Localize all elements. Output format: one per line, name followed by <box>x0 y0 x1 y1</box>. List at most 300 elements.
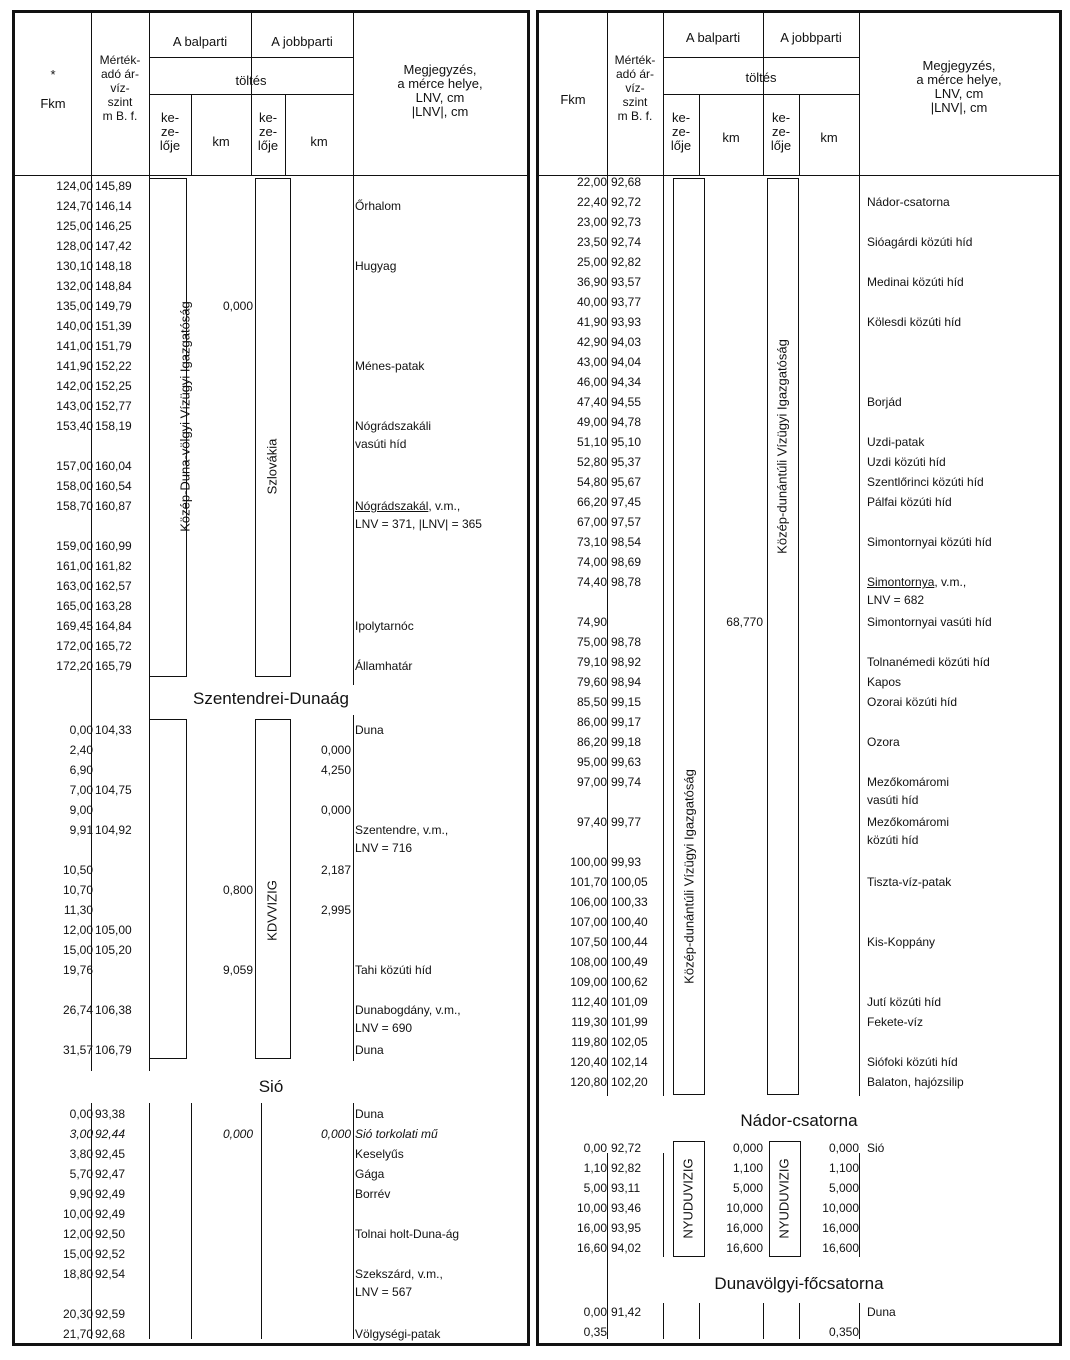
water-level-cell: 92,68 <box>611 175 642 189</box>
note-cell: Gága <box>355 1167 385 1181</box>
water-level-cell: 94,34 <box>611 375 642 389</box>
fkm-cell: 18,80 <box>62 1267 93 1281</box>
header-line: adó ár- <box>100 67 140 81</box>
note-cell: Nógrádszakáli <box>355 419 432 433</box>
fkm-cell: 140,00 <box>56 319 93 333</box>
water-level-cell: 99,15 <box>611 695 642 709</box>
fkm-cell: 20,30 <box>62 1307 93 1321</box>
fkm-cell: 107,50 <box>570 935 607 949</box>
note-cell: Keselyűs <box>355 1147 404 1161</box>
water-level-cell: 106,38 <box>95 1003 132 1017</box>
note-cell: Sió <box>867 1141 885 1155</box>
header-line: víz- <box>110 81 130 95</box>
note-cell: LNV = 690 <box>355 1021 413 1035</box>
header-line: m B. f. <box>102 109 138 123</box>
column-divider <box>859 13 860 1096</box>
fkm-cell: 142,00 <box>56 379 93 393</box>
water-level-cell: 100,44 <box>611 935 648 949</box>
fkm-cell: 97,00 <box>576 775 607 789</box>
header-line: víz- <box>625 81 645 95</box>
note-cell: Uzdi-patak <box>867 435 925 449</box>
header-line: ke- <box>671 110 691 125</box>
water-level-cell: 145,89 <box>95 179 132 193</box>
left-km-cell: 0,800 <box>222 883 253 897</box>
water-level-cell: 158,19 <box>95 419 132 433</box>
fkm-cell: 66,20 <box>576 495 607 509</box>
water-level-cell: 101,99 <box>611 1015 648 1029</box>
water-level-header <box>91 53 149 123</box>
note-cell: Tiszta-víz-patak <box>867 875 952 889</box>
fkm-cell: 119,80 <box>571 1035 607 1049</box>
water-level-cell: 101,09 <box>611 995 648 1009</box>
fkm-cell: 172,20 <box>56 659 93 673</box>
header-line: |LNV|, cm <box>930 100 988 115</box>
water-level-cell: 92,59 <box>95 1307 126 1321</box>
fkm-cell: 52,80 <box>576 455 607 469</box>
left-km-cell: 16,000 <box>726 1221 763 1235</box>
fkm-cell: 74,90 <box>576 615 607 629</box>
water-level-cell: 98,54 <box>611 535 642 549</box>
header-line: ke- <box>160 110 180 125</box>
right-table-panel <box>536 10 1062 1346</box>
water-level-cell: 92,49 <box>95 1187 126 1201</box>
column-divider <box>353 715 354 1061</box>
water-level-cell: 92,72 <box>611 195 642 209</box>
fkm-cell: 107,00 <box>570 915 607 929</box>
note-cell: vasúti híd <box>355 437 407 451</box>
note-cell: Pálfai közúti híd <box>867 495 952 509</box>
column-divider <box>353 1103 354 1339</box>
water-level-cell: 99,17 <box>611 715 642 729</box>
water-level-cell: 160,99 <box>95 539 132 553</box>
note-cell: közúti híd <box>867 833 919 847</box>
water-level-cell: 92,44 <box>95 1127 126 1141</box>
water-level-cell: 100,33 <box>611 895 648 909</box>
fkm-cell: 159,00 <box>56 539 93 553</box>
water-level-cell: 104,33 <box>95 723 132 737</box>
fkm-cell: 106,00 <box>570 895 607 909</box>
fkm-cell: 5,00 <box>583 1181 607 1195</box>
fkm-cell: 36,90 <box>576 275 607 289</box>
fkm-cell: 51,10 <box>576 435 607 449</box>
fkm-cell: 0,00 <box>69 723 93 737</box>
water-level-cell: 93,93 <box>611 315 642 329</box>
left-km-cell: 68,770 <box>726 615 763 629</box>
water-level-cell: 162,57 <box>95 579 132 593</box>
header-line: lője <box>770 138 792 153</box>
note-cell: LNV = 682 <box>867 593 925 607</box>
header-line: adó ár- <box>615 67 655 81</box>
manager-label: NYUDUVIZIG <box>680 1158 696 1239</box>
note-cell: Államhatár <box>355 659 413 673</box>
header-line: ze- <box>258 124 278 139</box>
fkm-cell: 46,00 <box>576 375 607 389</box>
left-km-cell: 0,000 <box>222 1127 253 1141</box>
water-level-cell: 102,20 <box>611 1075 648 1089</box>
fkm-cell: 3,00 <box>69 1127 93 1141</box>
fkm-cell: 12,00 <box>62 923 93 937</box>
water-level-cell: 95,67 <box>611 475 642 489</box>
column-divider <box>149 1103 150 1339</box>
manager-header <box>251 111 285 153</box>
note-cell: Szentlőrinci közúti híd <box>867 475 984 489</box>
header-line: szint <box>107 95 133 109</box>
water-level-cell: 160,04 <box>95 459 132 473</box>
water-level-cell: 100,49 <box>611 955 648 969</box>
fkm-cell: 10,00 <box>576 1201 607 1215</box>
fkm-cell: 2,40 <box>69 743 93 757</box>
water-level-cell: 92,74 <box>611 235 642 249</box>
fkm-cell: 73,10 <box>576 535 607 549</box>
column-divider <box>261 1103 262 1339</box>
gauge-station-name: Nógrádszakál <box>355 499 429 513</box>
fkm-header: Fkm <box>560 92 586 107</box>
right-km-cell: 2,187 <box>320 863 351 877</box>
fkm-cell: 95,00 <box>576 755 607 769</box>
water-level-cell: 99,18 <box>611 735 642 749</box>
water-level-cell: 104,75 <box>95 783 132 797</box>
fkm-cell: 85,50 <box>576 695 607 709</box>
fkm-cell: 100,00 <box>570 855 607 869</box>
section-title: Nádor-csatorna <box>740 1111 858 1130</box>
note-cell: Ozora <box>867 735 900 749</box>
note-cell: Duna <box>355 1107 384 1121</box>
note-cell: Duna <box>355 1043 384 1057</box>
fkm-cell: 3,80 <box>69 1147 93 1161</box>
fkm-cell: 141,00 <box>56 339 93 353</box>
water-level-cell: 95,37 <box>611 455 642 469</box>
note-cell: Mezőkomáromi <box>867 775 950 789</box>
fkm-cell: 49,00 <box>576 415 607 429</box>
water-level-cell: 160,87 <box>95 499 132 513</box>
fkm-cell: 10,00 <box>62 1207 93 1221</box>
water-level-cell: 161,82 <box>95 559 132 573</box>
water-level-cell: 95,10 <box>611 435 642 449</box>
km-header: km <box>310 134 328 149</box>
fkm-cell: 22,40 <box>576 195 607 209</box>
fkm-cell: 141,90 <box>56 359 93 373</box>
fkm-cell: 74,40 <box>576 575 607 589</box>
note-header <box>353 63 527 119</box>
left-km-cell: 16,600 <box>726 1241 763 1255</box>
fkm-cell: 124,70 <box>56 199 93 213</box>
fkm-cell: 75,00 <box>576 635 607 649</box>
note-cell: Tolnai holt-Duna-ág <box>355 1227 460 1241</box>
water-level-cell: 146,25 <box>95 219 132 233</box>
fkm-cell: 12,00 <box>62 1227 93 1241</box>
water-level-cell: 160,54 <box>95 479 132 493</box>
fkm-cell: 128,00 <box>56 239 93 253</box>
water-level-cell: 98,69 <box>611 555 642 569</box>
note-cell: Dunabogdány, v.m., <box>355 1003 461 1017</box>
fkm-header: Fkm <box>40 96 66 111</box>
note-cell: Simontornya, v.m., <box>867 575 967 589</box>
water-level-cell: 94,55 <box>611 395 642 409</box>
fkm-cell: 23,50 <box>576 235 607 249</box>
water-level-cell: 92,50 <box>95 1227 126 1241</box>
header-line: ke- <box>258 110 278 125</box>
water-level-cell: 98,92 <box>611 655 642 669</box>
water-level-cell: 94,03 <box>611 335 642 349</box>
fkm-cell: 97,40 <box>576 815 607 829</box>
header-line: |LNV|, cm <box>411 104 469 119</box>
water-level-cell: 92,68 <box>95 1327 126 1341</box>
note-cell: Kapos <box>867 675 902 689</box>
water-level-cell: 93,11 <box>611 1181 641 1195</box>
fkm-cell: 15,00 <box>62 1247 93 1261</box>
note-cell: Fekete-víz <box>867 1015 924 1029</box>
fkm-cell: 157,00 <box>56 459 93 473</box>
left-km-cell: 9,059 <box>222 963 253 977</box>
right-km-cell: 0,000 <box>320 743 351 757</box>
fkm-cell: 79,10 <box>576 655 607 669</box>
water-level-cell: 92,82 <box>611 255 642 269</box>
water-level-cell: 93,57 <box>611 275 642 289</box>
manager-label: KDVVIZIG <box>264 880 280 941</box>
water-level-cell: 165,79 <box>95 659 132 673</box>
fkm-cell: 7,00 <box>69 783 93 797</box>
fkm-cell: 9,90 <box>69 1187 93 1201</box>
fkm-cell: 1,10 <box>583 1161 607 1175</box>
fkm-cell: 132,00 <box>56 279 93 293</box>
section-title: Szentendrei-Dunaág <box>193 689 349 708</box>
water-level-cell: 99,77 <box>611 815 642 829</box>
water-level-cell: 93,38 <box>95 1107 126 1121</box>
fkm-cell: 86,20 <box>576 735 607 749</box>
left-bank-header: A balparti <box>685 30 741 45</box>
note-cell: Ipolytarnóc <box>355 619 414 633</box>
right-km-cell: 0,350 <box>828 1325 859 1339</box>
note-cell: Mezőkomáromi <box>867 815 950 829</box>
fkm-cell: 158,70 <box>56 499 93 513</box>
header-line: lője <box>257 138 279 153</box>
fkm-cell: 10,50 <box>62 863 93 877</box>
note-cell: Jutí közúti híd <box>867 995 942 1009</box>
manager-label: Közép-dunántúli Vízügyi Igazgatóság <box>774 339 790 554</box>
left-km-cell: 5,000 <box>732 1181 763 1195</box>
right-km-cell: 16,000 <box>822 1221 859 1235</box>
note-cell: Balaton, hajózsilip <box>867 1075 964 1089</box>
fkm-cell: 135,00 <box>56 299 93 313</box>
right-km-cell: 4,250 <box>320 763 351 777</box>
fkm-cell: 120,80 <box>570 1075 607 1089</box>
fkm-cell: 169,45 <box>56 619 93 633</box>
km-header: km <box>820 130 838 145</box>
fkm-cell: 124,00 <box>56 179 93 193</box>
left-km-cell: 10,000 <box>726 1201 763 1215</box>
fkm-cell: 86,00 <box>576 715 607 729</box>
water-level-cell: 94,02 <box>611 1241 642 1255</box>
right-km-cell: 0,000 <box>828 1141 859 1155</box>
left-table-panel <box>12 10 530 1346</box>
column-divider <box>607 1153 608 1339</box>
fkm-cell: 6,90 <box>69 763 93 777</box>
fkm-cell: 120,40 <box>570 1055 607 1069</box>
header-divider <box>663 94 859 95</box>
manager-bar <box>149 719 187 1059</box>
water-level-cell: 151,79 <box>95 339 132 353</box>
water-level-cell: 99,93 <box>611 855 642 869</box>
water-level-cell: 152,22 <box>95 359 132 373</box>
fkm-cell: 108,00 <box>570 955 607 969</box>
note-header <box>859 59 1059 115</box>
water-level-cell: 105,20 <box>95 943 132 957</box>
note-cell: Tolnanémedi közúti híd <box>867 655 990 669</box>
fkm-cell: 101,70 <box>570 875 607 889</box>
fkm-cell: 42,90 <box>576 335 607 349</box>
water-level-cell: 104,92 <box>95 823 132 837</box>
fkm-cell: 40,00 <box>576 295 607 309</box>
fkm-cell: 31,57 <box>62 1043 93 1057</box>
water-level-cell: 93,77 <box>611 295 642 309</box>
water-level-cell: 100,40 <box>611 915 648 929</box>
water-level-cell: 102,14 <box>611 1055 648 1069</box>
water-level-cell: 102,05 <box>611 1035 648 1049</box>
fkm-cell: 143,00 <box>56 399 93 413</box>
water-level-cell: 98,94 <box>611 675 642 689</box>
water-level-cell: 92,52 <box>95 1247 126 1261</box>
water-level-cell: 147,42 <box>95 239 132 253</box>
fkm-cell: 119,30 <box>571 1015 607 1029</box>
note-cell: Nádor-csatorna <box>867 195 950 209</box>
note-cell: vasúti híd <box>867 793 919 807</box>
note-cell: LNV = 567 <box>355 1285 413 1299</box>
right-bank-header: A jobbparti <box>271 34 333 49</box>
left-km-cell: 0,000 <box>222 299 253 313</box>
km-header: km <box>722 130 740 145</box>
note-cell: Hugyag <box>355 259 397 273</box>
note-cell: Szekszárd, v.m., <box>355 1267 443 1281</box>
column-divider <box>607 13 608 1096</box>
manager-label: Közép-Duna-völgyi Vízügyi Igazgatóság <box>177 301 193 532</box>
water-level-cell: 97,45 <box>611 495 642 509</box>
water-level-cell: 105,00 <box>95 923 132 937</box>
water-level-cell: 92,49 <box>95 1207 126 1221</box>
right-km-cell: 10,000 <box>822 1201 859 1215</box>
water-level-cell: 92,54 <box>95 1267 126 1281</box>
manager-label: NYUDUVIZIG <box>776 1158 792 1239</box>
water-level-cell: 99,74 <box>611 775 642 789</box>
column-divider <box>859 1153 860 1257</box>
note-cell: Kis-Koppány <box>867 935 936 949</box>
fkm-cell: 0,00 <box>69 1107 93 1121</box>
header-line: ke- <box>771 110 791 125</box>
fkm-cell: 26,74 <box>62 1003 93 1017</box>
left-km-cell: 1,100 <box>732 1161 763 1175</box>
note-cell: Simontornyai vasúti híd <box>867 615 992 629</box>
header-line: Megjegyzés, <box>922 58 996 73</box>
fkm-cell: 43,00 <box>576 355 607 369</box>
manager-header <box>149 111 191 153</box>
fkm-cell: 153,40 <box>56 419 93 433</box>
water-level-cell: 152,25 <box>95 379 132 393</box>
water-level-cell: 92,82 <box>611 1161 642 1175</box>
column-divider <box>859 1303 860 1339</box>
header-divider <box>663 57 859 58</box>
fkm-cell: 79,60 <box>576 675 607 689</box>
fkm-cell: 165,00 <box>56 599 93 613</box>
note-cell: Őrhalom <box>355 199 402 213</box>
water-level-cell: 92,45 <box>95 1147 126 1161</box>
water-level-cell: 99,63 <box>611 755 642 769</box>
note-cell: Borjád <box>867 395 902 409</box>
water-level-cell: 164,84 <box>95 619 132 633</box>
fkm-cell: 125,00 <box>56 219 93 233</box>
header-line: LNV, cm <box>415 90 465 105</box>
water-level-cell: 146,14 <box>95 199 132 213</box>
fkm-cell: 163,00 <box>56 579 93 593</box>
note-cell: Duna <box>355 723 384 737</box>
header-line: lője <box>670 138 692 153</box>
note-cell: Völgységi-patak <box>355 1327 441 1341</box>
water-level-cell: 94,78 <box>611 415 642 429</box>
fkm-cell: 16,00 <box>576 1221 607 1235</box>
fkm-cell: 15,00 <box>62 943 93 957</box>
fkm-cell: 109,00 <box>570 975 607 989</box>
fkm-cell: 47,40 <box>576 395 607 409</box>
right-bank-header: A jobbparti <box>780 30 842 45</box>
fkm-cell: 74,00 <box>576 555 607 569</box>
header-line: LNV, cm <box>934 86 984 101</box>
water-level-cell: 92,47 <box>95 1167 126 1181</box>
water-level-cell: 92,73 <box>611 215 642 229</box>
left-km-cell: 0,000 <box>732 1141 763 1155</box>
note-cell: LNV = 371, |LNV| = 365 <box>355 517 482 531</box>
note-cell: Medinai közúti híd <box>867 275 964 289</box>
fkm-cell: 161,00 <box>56 559 93 573</box>
right-km-cell: 2,995 <box>320 903 351 917</box>
header-line: m B. f. <box>617 109 653 123</box>
water-level-cell: 148,18 <box>95 259 132 273</box>
water-level-cell: 98,78 <box>611 635 642 649</box>
water-level-cell: 149,79 <box>95 299 132 313</box>
manager-label: Szlovákia <box>264 438 280 495</box>
header-line: ze- <box>160 124 180 139</box>
column-divider <box>763 1303 764 1339</box>
right-km-cell: 5,000 <box>828 1181 859 1195</box>
right-km-cell: 0,000 <box>320 1127 351 1141</box>
fkm-cell: 19,76 <box>62 963 93 977</box>
section-title: Dunavölgyi-főcsatorna <box>714 1274 884 1293</box>
note-cell: Sió torkolati mű <box>355 1127 438 1141</box>
note-cell: Nógrádszakál, v.m., <box>355 499 461 513</box>
header-line: Mérték- <box>614 53 656 67</box>
water-level-cell: 148,84 <box>95 279 132 293</box>
note-cell: Tahi közúti híd <box>355 963 432 977</box>
note-cell: Duna <box>867 1305 896 1319</box>
note-cell: Borrév <box>355 1187 391 1201</box>
section-title: Sió <box>258 1077 284 1096</box>
fkm-cell: 25,00 <box>576 255 607 269</box>
header-line: szint <box>622 95 648 109</box>
header-line: ze- <box>771 124 791 139</box>
header-line: lője <box>159 138 181 153</box>
km-header: km <box>212 134 230 149</box>
note-cell: Uzdi közúti híd <box>867 455 946 469</box>
fkm-cell: 10,70 <box>62 883 93 897</box>
note-cell: Ménes-patak <box>355 359 425 373</box>
header-line: Mérték- <box>99 53 141 67</box>
dike-header: töltés <box>745 70 777 85</box>
column-divider <box>699 1303 700 1339</box>
header-line: ze- <box>671 124 691 139</box>
note-cell: Ozorai közúti híd <box>867 695 958 709</box>
water-level-cell: 152,77 <box>95 399 132 413</box>
water-level-cell: 163,28 <box>95 599 132 613</box>
column-divider <box>353 175 354 685</box>
header-line: a mérce helye, <box>397 76 483 91</box>
water-level-cell: 92,72 <box>611 1141 642 1155</box>
